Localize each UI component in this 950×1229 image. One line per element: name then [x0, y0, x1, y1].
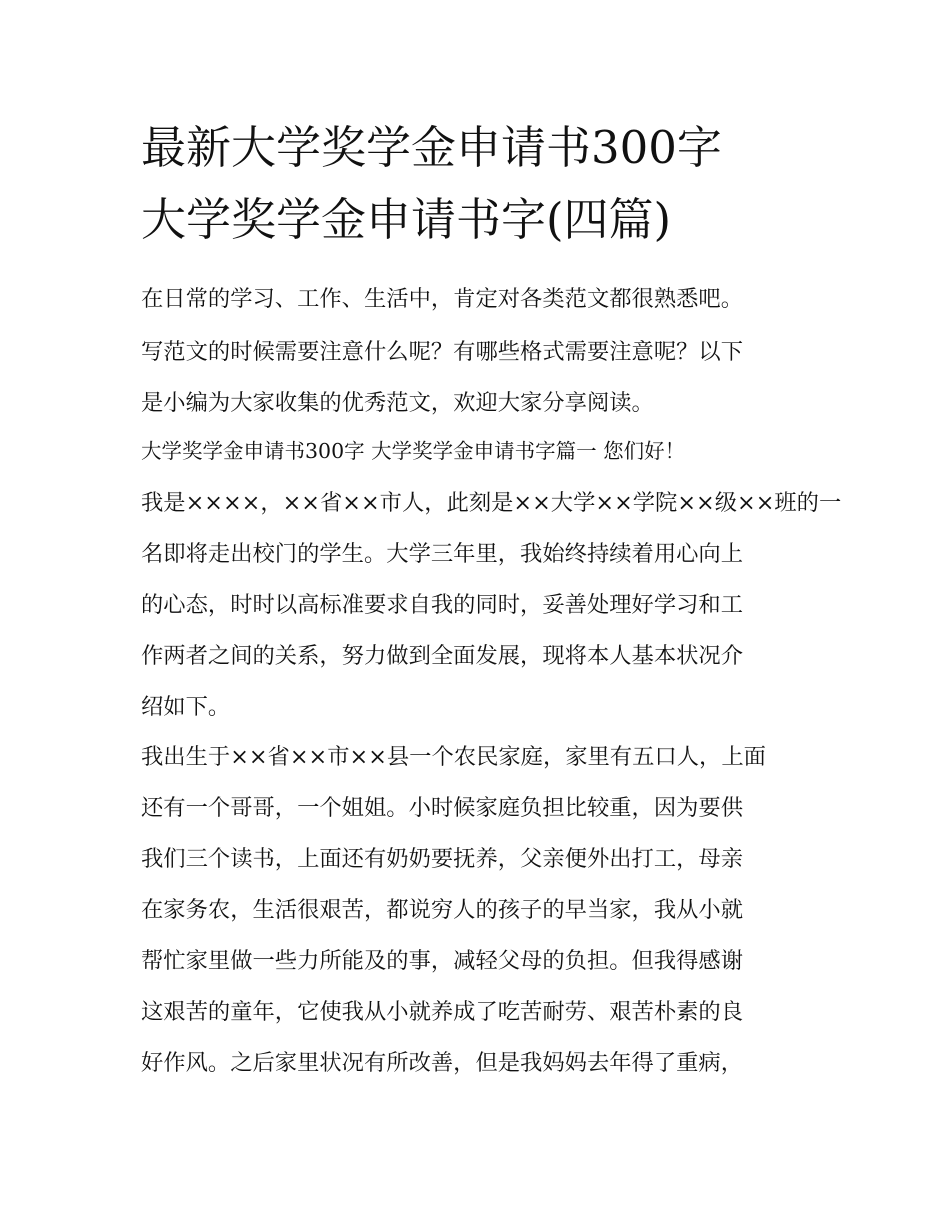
document-title-line-1: 最新大学奖学金申请书300字 — [141, 121, 722, 174]
intro-line-2: 写范文的时候需要注意什么呢？有哪些格式需要注意呢？以下 — [141, 339, 744, 365]
body-line-13: 在家务农，生活很艰苦，都说穷人的孩子的早当家，我从小就 — [141, 897, 744, 923]
body-line-14: 帮忙家里做一些力所能及的事，减轻父母的负担。但我得感谢 — [141, 948, 744, 974]
body-line-9: 绍如下。 — [141, 694, 231, 720]
body-line-15: 这艰苦的童年，它使我从小就养成了吃苦耐劳、艰苦朴素的良 — [141, 999, 744, 1025]
body-line-6: 名即将走出校门的学生。大学三年里，我始终持续着用心向上 — [141, 541, 744, 567]
body-line-5: 我是××××，××省××市人，此刻是××大学××学院××级××班的一 — [141, 490, 842, 516]
document-title-line-2: 大学奖学金申请书字(四篇) — [141, 193, 672, 246]
letter-heading-line: 大学奖学金申请书300字 大学奖学金申请书字篇一 您们好！ — [141, 439, 686, 463]
body-line-11: 还有一个哥哥，一个姐姐。小时候家庭负担比较重，因为要供 — [141, 795, 744, 821]
body-line-10: 我出生于××省××市××县一个农民家庭，家里有五口人，上面 — [141, 744, 766, 770]
body-line-8: 作两者之间的关系，努力做到全面发展，现将本人基本状况介 — [141, 643, 744, 669]
intro-line-3: 是小编为大家收集的优秀范文，欢迎大家分享阅读。 — [141, 390, 654, 416]
body-line-12: 我们三个读书，上面还有奶奶要抚养，父亲便外出打工，母亲 — [141, 846, 744, 872]
intro-line-1: 在日常的学习、工作、生活中，肯定对各类范文都很熟悉吧。 — [141, 286, 744, 312]
body-line-7: 的心态，时时以高标准要求自我的同时，妥善处理好学习和工 — [141, 592, 744, 618]
body-line-16: 好作风。之后家里状况有所改善，但是我妈妈去年得了重病， — [141, 1050, 744, 1076]
